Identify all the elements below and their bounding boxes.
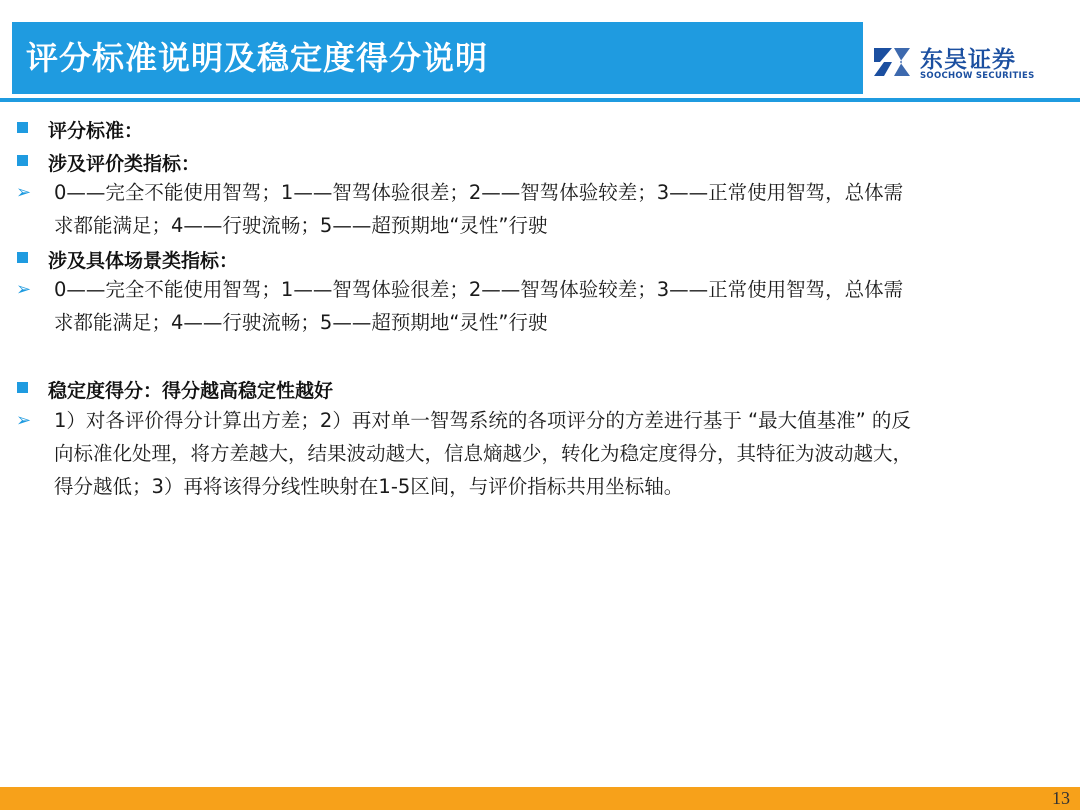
- text-line: 求都能满足；4——行驶流畅；5——超预期地“灵性”行驶: [54, 311, 548, 334]
- logo-chinese-name: 东吴证券: [920, 47, 1016, 73]
- arrow-bullet-icon: ➢: [16, 410, 32, 431]
- title-bar: [12, 22, 863, 94]
- stability-description: [54, 404, 1054, 503]
- section-heading-scoring: 评分标准：: [48, 120, 144, 142]
- text-line: 1）对各评价得分计算出方差；2）再对单一智驾系统的各项评分的方差进行基于 “最大值基准” 的反: [54, 409, 911, 432]
- header-divider: [0, 98, 1080, 102]
- soochow-logo-icon: [870, 44, 914, 80]
- company-logo: [870, 40, 1070, 86]
- square-bullet-icon: [17, 252, 28, 263]
- logo-english-name: SOOCHOW SECURITIES: [920, 71, 1035, 81]
- heading-scenario-indicators: 涉及具体场景类指标：: [48, 250, 239, 272]
- page-title: 评分标准说明及稳定度得分说明: [26, 39, 489, 77]
- text-line: 向标准化处理，将方差越大，结果波动越大，信息熵越少，转化为稳定度得分，其特征为波动越大，: [54, 442, 913, 465]
- scenario-scale-text: [54, 273, 1054, 339]
- text-line: 得分越低；3）再将该得分线性映射在1-5区间，与评价指标共用坐标轴。: [54, 475, 684, 498]
- evaluation-scale-text: [54, 176, 1054, 242]
- heading-stability-score: 稳定度得分：得分越高稳定性越好: [48, 380, 334, 402]
- page-number: 13: [1052, 788, 1070, 808]
- heading-evaluation-indicators: 涉及评价类指标：: [48, 153, 201, 175]
- square-bullet-icon: [17, 155, 28, 166]
- text-line: 0——完全不能使用智驾；1——智驾体验很差；2——智驾体验较差；3——正常使用智驾，总体需: [54, 278, 904, 301]
- square-bullet-icon: [17, 382, 28, 393]
- arrow-bullet-icon: ➢: [16, 182, 32, 203]
- text-line: 0——完全不能使用智驾；1——智驾体验很差；2——智驾体验较差；3——正常使用智驾，总体需: [54, 181, 904, 204]
- footer-bar: [0, 787, 1080, 810]
- arrow-bullet-icon: ➢: [16, 279, 32, 300]
- square-bullet-icon: [17, 122, 28, 133]
- text-line: 求都能满足；4——行驶流畅；5——超预期地“灵性”行驶: [54, 214, 548, 237]
